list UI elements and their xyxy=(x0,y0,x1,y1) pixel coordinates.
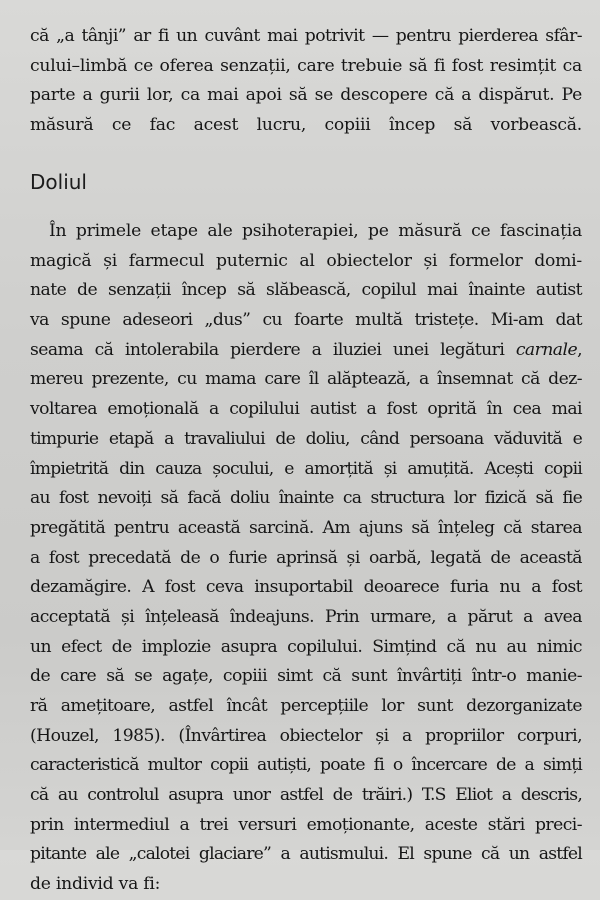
text-line xyxy=(30,336,582,366)
text-line: împietrită din cauza șocului, e amorțită și amuțită. Acești copii xyxy=(30,458,582,479)
section-heading: Doliul xyxy=(30,170,87,194)
text-line: nate de senzații încep să slăbească, copilul mai înainte autist xyxy=(30,280,582,301)
text-line: de individ va fi: xyxy=(30,874,161,895)
italic-word: carnale xyxy=(515,339,578,360)
text-segment: , xyxy=(577,339,582,360)
text-line: prin intermediul a trei versuri emoționante, aceste stări preci- xyxy=(30,814,582,835)
text-line: va spune adeseori „dus” cu foarte multă tristețe. Mi-am dat xyxy=(30,310,582,331)
text-line: parte a gurii lor, ca mai apoi să se descopere că a dispărut. Pe xyxy=(30,85,582,106)
text-line: timpurie etapă a travaliului de doliu, când persoana văduvită e xyxy=(30,428,582,449)
text-line: măsură ce fac acest lucru, copiii încep să vorbească. xyxy=(30,115,582,136)
text-line: caracteristică multor copii autiști, poate fi o încercare de a simți xyxy=(30,755,582,776)
paragraph-body xyxy=(30,217,582,900)
text-line: magică și farmecul puternic al obiectelor și formelor domi- xyxy=(30,250,582,271)
paragraph-continuation xyxy=(30,22,582,141)
text-line: În primele etape ale psihoterapiei, pe măsură ce fascinația xyxy=(49,221,582,241)
text-line: acceptată și înțeleasă îndeajuns. Prin urmare, a părut a avea xyxy=(30,606,582,627)
text-segment: seama că intolerabila pierdere a iluziei unei legături xyxy=(30,339,516,360)
text-line: că au controlul asupra unor astfel de trăiri.) T.S Eliot a descris, xyxy=(30,785,582,806)
text-line: mereu prezente, cu mama care îl alăptează, a însemnat că dez- xyxy=(30,369,582,390)
text-line: pitante ale „calotei glaciare” a autismului. El spune că un astfel xyxy=(30,844,582,865)
text-line: au fost nevoiți să facă doliu înainte ca structura lor fizică să fie xyxy=(30,488,582,509)
text-line: ră amețitoare, astfel încât percepțiile lor sunt dezorganizate xyxy=(30,696,582,716)
text-line: un efect de implozie asupra copilului. Simțind că nu au nimic xyxy=(30,636,582,657)
text-line: dezamăgire. A fost ceva insuportabil deoarece furia nu a fost xyxy=(30,577,582,598)
text-line: a fost precedată de o furie aprinsă și oarbă, legată de această xyxy=(30,547,582,568)
text-line: (Houzel, 1985). (Învârtirea obiectelor și a propriilor corpuri, xyxy=(30,725,582,746)
text-line: cului–limbă ce oferea senzații, care trebuie să fi fost resimțit ca xyxy=(30,55,582,76)
text-line: că „a tânji” ar fi un cuvânt mai potrivit — pentru pierderea sfâr- xyxy=(30,26,582,46)
text-line: voltarea emoțională a copilului autist a fost oprită în cea mai xyxy=(30,399,582,420)
text-line: de care să se agațe, copiii simt că sunt învârtiți într-o manie- xyxy=(30,666,582,687)
text-line: pregătită pentru această sarcină. Am ajuns să înțeleg că starea xyxy=(30,517,582,538)
